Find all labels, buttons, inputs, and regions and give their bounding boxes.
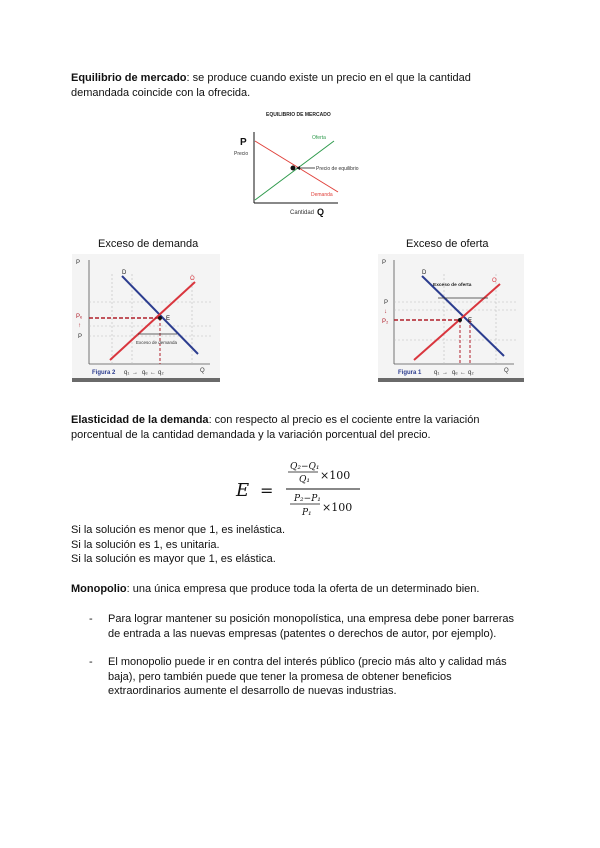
elasticidad-colon: : (208, 414, 212, 426)
exceso-oferta-arrow: ↓ (384, 309, 387, 315)
exceso-oferta-caption: Exceso de oferta (406, 238, 489, 250)
formula-eq: = (260, 481, 274, 500)
elasticity-formula (228, 456, 378, 526)
equilibrio-chart-supply-label: Oferta (312, 135, 326, 141)
equilibrio-chart-eq-label: Precio de equilibrio (316, 166, 359, 172)
elasticity-rules (71, 523, 285, 567)
exceso-demanda-chart (72, 254, 220, 382)
exceso-oferta-chart (378, 254, 524, 382)
bullet-dash: - (89, 656, 93, 668)
equilibrio-chart-title: EQUILIBRIO DE MERCADO (266, 112, 331, 118)
equilibrio-paragraph (71, 71, 491, 100)
exceso-demanda-pe-label: Pₑ (76, 314, 83, 320)
elasticidad-paragraph (71, 413, 501, 442)
exceso-oferta-fig-label: Figura 1 (398, 370, 422, 376)
equilibrio-chart-p-sub: Precio (234, 151, 249, 157)
exceso-oferta-p2-label: P₂ (382, 319, 389, 325)
bullet-text: Para lograr mantener su posición monopolística, una empresa debe poner barreras de entrada a las nuevas empresas (patentes o derechos de autor, por ejemplo). (108, 613, 515, 640)
exceso-demanda-arrow: ↑ (78, 323, 81, 329)
exceso-oferta-arrow-2: ← (460, 370, 466, 376)
elasticidad-term: Elasticidad de la demanda (71, 414, 209, 426)
exceso-demanda-arrow-2: ← (150, 370, 156, 376)
exceso-oferta-d-label: D (422, 270, 427, 276)
exceso-oferta-arrow-1: → (442, 370, 448, 376)
formula-den-times: ×100 (322, 501, 353, 514)
equilibrio-chart-demand-label: Demanda (311, 192, 333, 198)
formula-num-top: Q₂−Q₁ (290, 462, 320, 472)
exceso-oferta-q-axis: Q (504, 368, 509, 374)
exceso-demanda-q-axis: Q (200, 368, 205, 374)
rule-inelastic: Si la solución es menor que 1, es inelástica. (71, 524, 286, 536)
bullet-item (89, 655, 525, 699)
exceso-demanda-qe: qₑ (142, 370, 148, 376)
monopolio-definition: una única empresa que produce toda la oferta de un determinado bien. (129, 583, 480, 595)
equilibrio-chart (228, 108, 378, 220)
elasticidad-definition: con respecto al precio es el cociente entre la variación porcentual de la cantidad demandada y la variación porcentual del precio. (71, 414, 480, 441)
exceso-demanda-d-label: D (122, 270, 127, 276)
exceso-demanda-shadow (72, 378, 220, 382)
formula-den-top: P₂−P₁ (294, 494, 321, 504)
monopolio-term: Monopolio (71, 583, 127, 595)
exceso-demanda-caption: Exceso de demanda (98, 238, 199, 250)
rule-unitary: Si la solución es 1, es unitaria. (71, 538, 220, 551)
equilibrio-chart-point (291, 166, 296, 171)
exceso-demanda-o-label: O (190, 276, 195, 282)
exceso-oferta-q2: q₂ (468, 370, 474, 376)
exceso-oferta-annot: Exceso de oferta (433, 283, 472, 288)
exceso-oferta-p1-label: P (384, 300, 389, 306)
exceso-oferta-bg (378, 254, 524, 382)
monopolio-colon: : (126, 583, 130, 595)
equilibrio-chart-q-label: Q (317, 207, 325, 217)
formula-num-bottom: Q₁ (299, 475, 310, 485)
exceso-demanda-e-label: E (166, 316, 171, 322)
exceso-oferta-p-axis: P (382, 260, 387, 266)
monopolio-bullets (89, 612, 525, 699)
formula-num-times: ×100 (320, 469, 351, 482)
bullet-dash: - (89, 613, 93, 625)
bullet-item (89, 612, 525, 641)
exceso-oferta-eq-point (458, 318, 462, 322)
exceso-demanda-eq-point (158, 316, 162, 320)
equilibrio-chart-p-label: P (240, 137, 247, 148)
exceso-oferta-o-label: O (492, 278, 497, 284)
equilibrio-term: Equilibrio de mercado (71, 72, 187, 84)
exceso-demanda-arrow-1: → (132, 370, 138, 376)
formula-lhs: E (236, 480, 250, 501)
bullet-text: El monopolio puede ir en contra del interés público (precio más alto y calidad más baja), pero también puede que tener la promesa de obtener beneficios extraordinarios aumente el desarrollo de nuevas industrias. (108, 656, 507, 697)
exceso-oferta-qe: qₑ (452, 370, 458, 376)
exceso-demanda-annot: Exceso de demanda (136, 340, 178, 345)
equilibrio-chart-x-sub: Cantidad (290, 210, 315, 216)
equilibrio-colon: : (186, 72, 190, 84)
exceso-demanda-fig-label: Figura 2 (92, 370, 116, 376)
exceso-oferta-e-label: E (468, 318, 473, 324)
exceso-demanda-p2-label: P (78, 334, 83, 340)
monopolio-paragraph (71, 582, 511, 597)
rule-elastic: Si la solución es mayor que 1, es elástica. (71, 553, 276, 565)
exceso-demanda-q1: q₁ (124, 370, 130, 376)
exceso-oferta-shadow (378, 378, 524, 382)
equilibrio-definition: se produce cuando existe un precio en el que la cantidad demandada coincide con la ofrecida. (71, 72, 471, 99)
exceso-demanda-p-axis: P (76, 260, 81, 266)
exceso-oferta-q1: q₁ (434, 370, 440, 376)
formula-den-bottom: P₁ (302, 508, 312, 518)
exceso-demanda-q2: q₂ (158, 370, 164, 376)
